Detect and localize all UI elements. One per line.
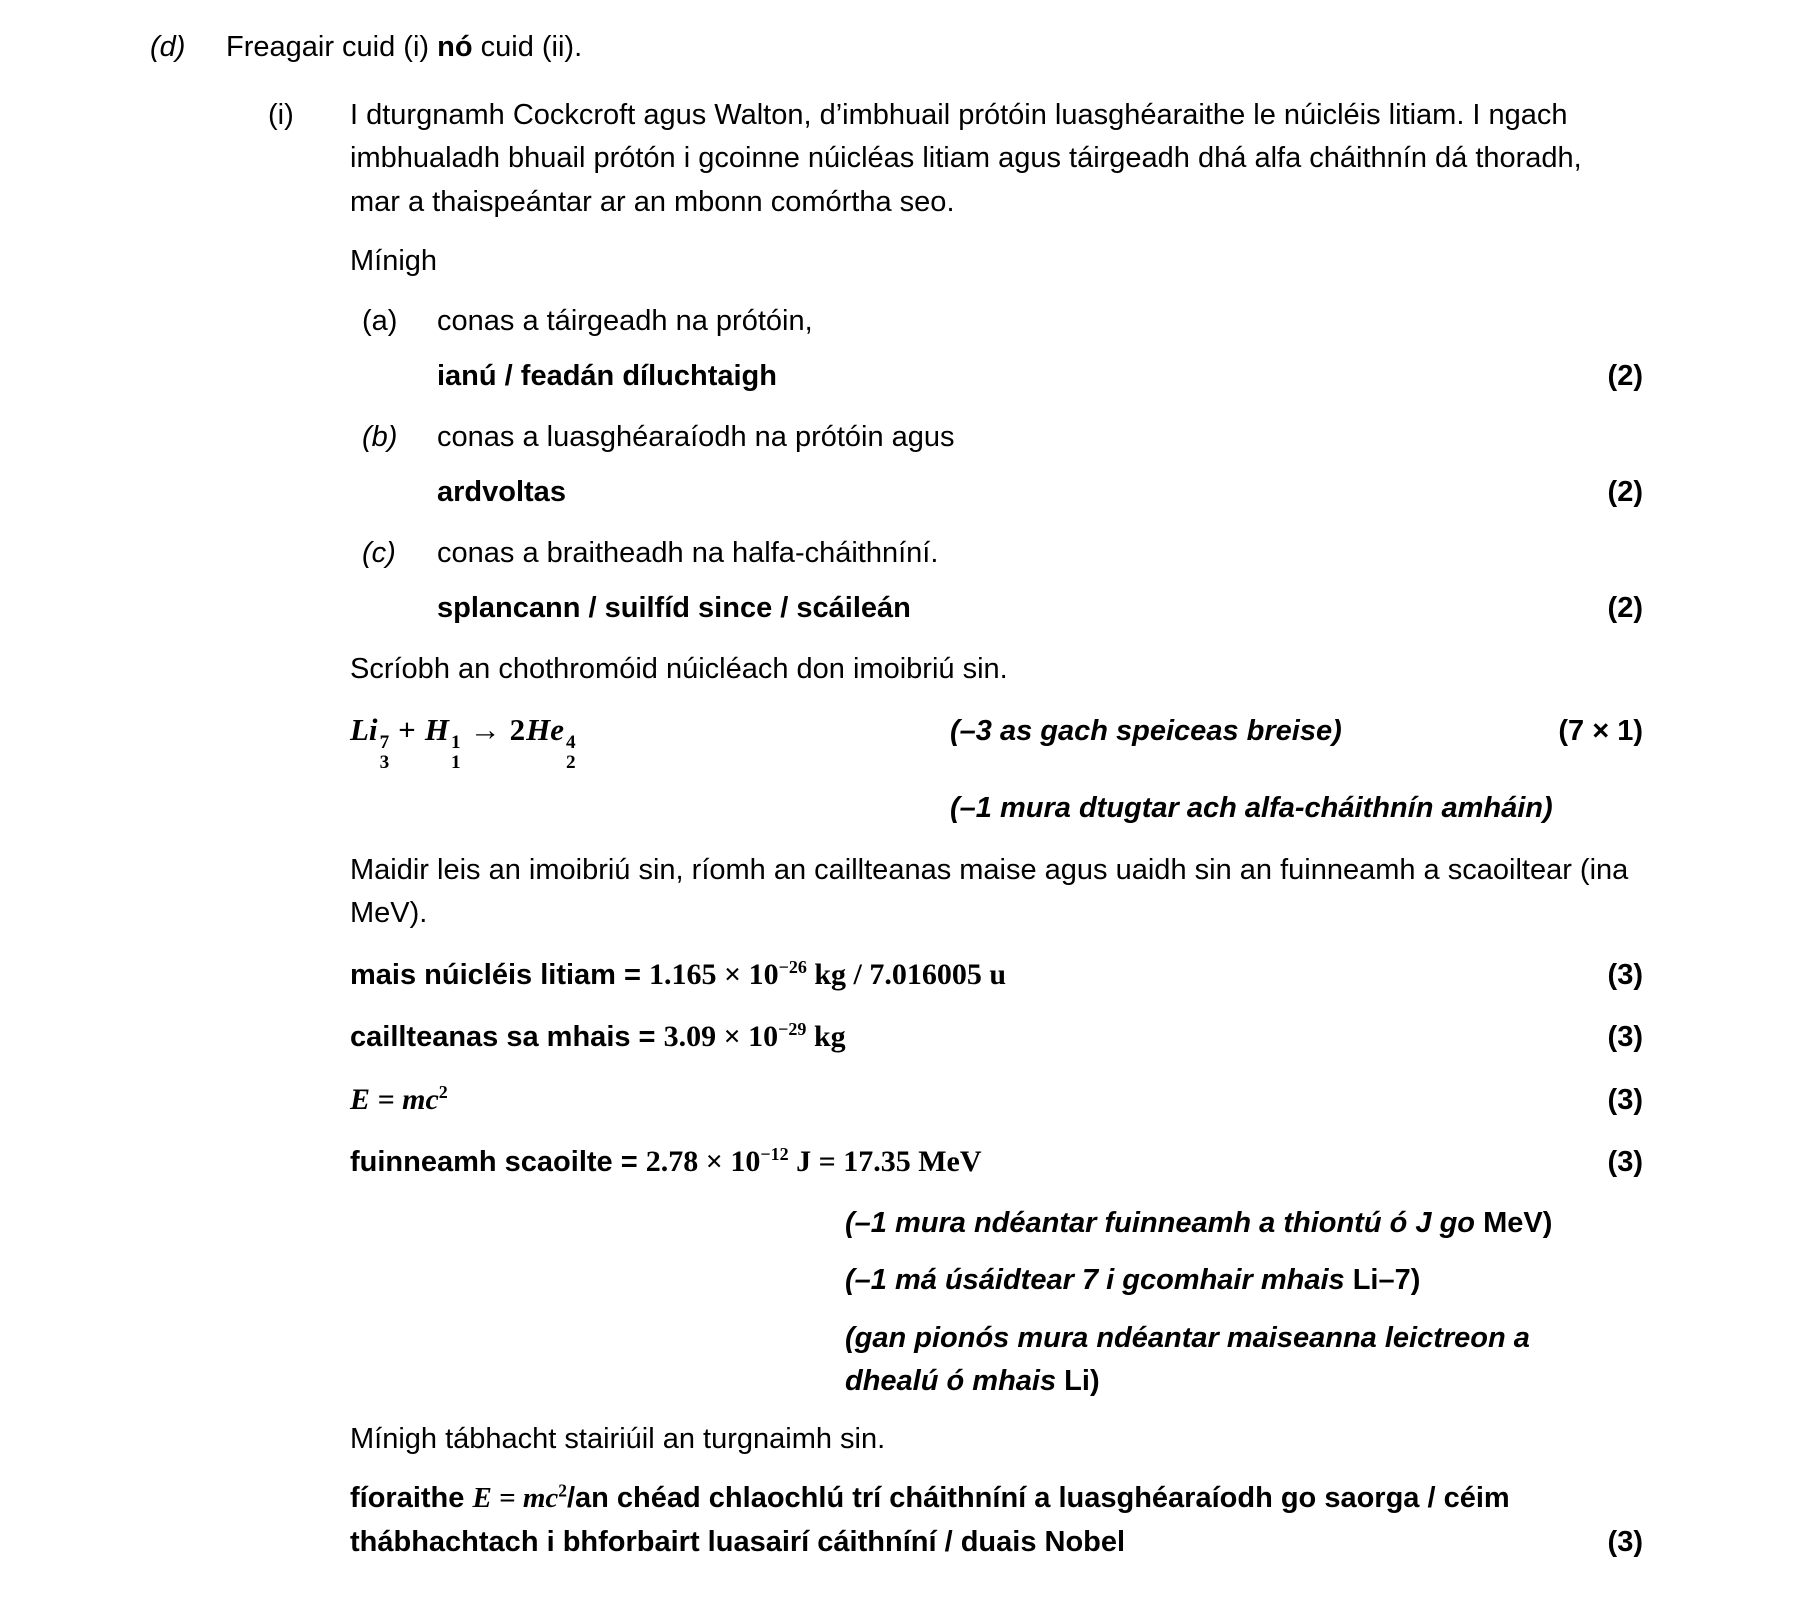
- minigh-heading: Mínigh: [350, 245, 438, 277]
- energy-value-exponent: −12: [760, 1144, 789, 1165]
- mass-loss-line: [350, 1014, 846, 1060]
- energy-value-base: 2.78 × 10: [645, 1145, 761, 1179]
- part-d-row: [150, 26, 1643, 70]
- emc2-exponent: 2: [438, 1081, 448, 1102]
- equation-penalty-note-2-row: [950, 787, 1643, 831]
- penalty-note-electron-upright: Li): [1064, 1365, 1100, 1398]
- lithium-mass-number: 7: [379, 732, 390, 754]
- history-answer-row: [350, 1477, 1643, 1564]
- lithium-atomic-number: 3: [379, 752, 390, 774]
- mass-value-exponent: −26: [778, 956, 807, 977]
- helium-coefficient: 2: [509, 712, 526, 747]
- part-d-label: (d): [150, 31, 186, 63]
- mass-loss-marks: (3): [1607, 1021, 1643, 1054]
- answer-b-text: ardvoltas: [437, 476, 566, 508]
- answer-a-row: [437, 355, 1643, 399]
- penalty-note-joule-conversion: [845, 1202, 1615, 1246]
- mass-loss-value-rest: kg: [806, 1020, 846, 1054]
- mass-label: mais núicléis litiam =: [350, 958, 649, 991]
- energy-line: [350, 1139, 982, 1185]
- answer-c-text: splancann / suilfíd since / scáileán: [437, 592, 911, 624]
- nuclear-equation-row: [350, 707, 1643, 773]
- penalty-note-li7-italic: (–1 má úsáidtear 7 i gcomhair mhais: [845, 1264, 1353, 1297]
- mass-value-base: 1.165 × 10: [649, 957, 779, 991]
- energy-marks: (3): [1607, 1146, 1643, 1179]
- hydrogen-symbol: H: [424, 712, 449, 747]
- penalty-note-electron-mass: [845, 1317, 1615, 1404]
- lithium-symbol: Li: [350, 712, 378, 747]
- subitem-c: [350, 532, 1643, 631]
- penalty-note-electron-italic: (gan pionós mura ndéantar maiseanna leictreon a dhealú ó mhais: [845, 1321, 1530, 1398]
- equation-marks: (7 × 1): [1558, 715, 1643, 747]
- history-emc2-expression: E = mc: [472, 1482, 559, 1515]
- part-i-body: [350, 94, 1643, 1565]
- part-d-text-bold: nó: [437, 31, 473, 63]
- penalty-note-joule-italic: (–1 mura ndéantar fuinneamh a thiontú ó J go: [845, 1206, 1484, 1239]
- nuclear-equation: [350, 707, 950, 773]
- history-prompt: Mínigh tábhacht stairiúil an turgnaimh sin.: [350, 1422, 886, 1455]
- question-b-row: [350, 416, 1643, 460]
- mass-line: [350, 952, 1006, 998]
- answer-b-row: [437, 471, 1643, 515]
- answer-c-row: [437, 587, 1643, 631]
- mass-loss-value-base: 3.09 × 10: [663, 1020, 779, 1054]
- energy-line-row: [350, 1139, 1643, 1185]
- part-d-text-post: cuid (ii).: [472, 31, 583, 63]
- calc-intro-paragraph: Maidir leis an imoibriú sin, ríomh an caillteanas maise agus uaidh sin an fuinneamh a scaoiltear (ina MeV).: [350, 853, 1629, 930]
- question-c-row: [350, 532, 1643, 576]
- answer-a-marks: (2): [1607, 360, 1643, 392]
- emc2-line-row: [350, 1077, 1643, 1123]
- part-d-text-pre: Freagair cuid (i): [226, 31, 438, 63]
- question-a-row: [350, 300, 1643, 344]
- energy-label: fuinneamh scaoilte =: [350, 1146, 646, 1179]
- subitem-b: [350, 416, 1643, 515]
- emc2-marks: (3): [1607, 1083, 1643, 1116]
- energy-value-rest: J = 17.35 MeV: [788, 1145, 982, 1179]
- mass-loss-value: [664, 1020, 846, 1053]
- part-d-instruction: [226, 26, 582, 70]
- hydrogen-mass-number: 1: [450, 732, 461, 754]
- answer-b-marks: (2): [1607, 476, 1643, 508]
- penalty-note-joule-upright: MeV): [1483, 1206, 1553, 1239]
- history-emc2-exponent: 2: [558, 1480, 567, 1501]
- helium-atomic-number: 2: [565, 752, 576, 774]
- part-i-section: [150, 94, 1643, 1565]
- mass-value-rest: kg / 7.016005 u: [806, 957, 1007, 991]
- history-answer-post: /an chéad chlaochlú trí cháithníní a luasghéaraíodh go saorga / céim thábhachtach i bhforbairt luasairí cáithníní / duais Nobel: [350, 1482, 1510, 1558]
- history-answer-pre: fíoraithe: [350, 1482, 473, 1515]
- mass-loss-value-exponent: −29: [778, 1019, 807, 1040]
- plus-operator: +: [398, 712, 416, 747]
- equation-prompt: Scríobh an chothromóid núicléach don imoibriú sin.: [350, 652, 1008, 685]
- intro-paragraph: I dturgnamh Cockcroft agus Walton, d’imbhuail prótóin luasghéaraithe le núicléis litiam. I ngach imbhualadh bhuail prótón i gcoinne núicléas litiam agus táirgeadh dhá alfa cháithnín dá thoradh, mar a thaispeántar ar an mbonn comórtha seo.: [350, 98, 1582, 218]
- part-i-label: (i): [268, 98, 294, 131]
- question-c-text: conas a braitheadh na halfa-cháithníní.: [437, 536, 939, 569]
- history-answer: [350, 1477, 1588, 1564]
- lithium-scripts: [380, 733, 390, 773]
- energy-value: [646, 1145, 982, 1178]
- mass-line-row: [350, 952, 1643, 998]
- helium-mass-number: 4: [565, 732, 576, 754]
- equation-penalty-note: (–3 as gach speiceas breise): [950, 715, 1342, 747]
- penalty-note-li7-upright: Li–7): [1352, 1264, 1421, 1297]
- penalty-note-li7-mass: [845, 1259, 1615, 1303]
- answer-a-text: ianú / feadán díluchtaigh: [437, 360, 777, 392]
- penalty-notes-block: [845, 1202, 1615, 1404]
- emc2-expression: E = mc: [350, 1082, 439, 1116]
- question-a-text: conas a táirgeadh na prótóin,: [437, 304, 813, 337]
- subitem-a: [350, 300, 1643, 399]
- mass-loss-label: caillteanas sa mhais =: [350, 1021, 664, 1054]
- equation-penalty-note-2: (–1 mura dtugtar ach alfa-cháithnín amháin): [950, 792, 1553, 825]
- mass-marks: (3): [1607, 958, 1643, 991]
- history-emc2-formula: [472, 1482, 567, 1514]
- reaction-arrow: →: [469, 712, 501, 747]
- subitem-a-label: (a): [362, 304, 398, 337]
- helium-scripts: [566, 733, 576, 773]
- history-marks: (3): [1607, 1525, 1643, 1558]
- emc2-formula: [350, 1077, 448, 1122]
- subitem-b-label: (b): [362, 420, 398, 453]
- answer-c-marks: (2): [1607, 592, 1643, 624]
- hydrogen-atomic-number: 1: [450, 752, 461, 774]
- hydrogen-scripts: [451, 733, 461, 773]
- mass-loss-line-row: [350, 1014, 1643, 1060]
- question-b-text: conas a luasghéaraíodh na prótóin agus: [437, 420, 955, 453]
- subitem-c-label: (c): [362, 536, 396, 569]
- helium-symbol: He: [526, 712, 564, 747]
- mass-value: [649, 958, 1006, 991]
